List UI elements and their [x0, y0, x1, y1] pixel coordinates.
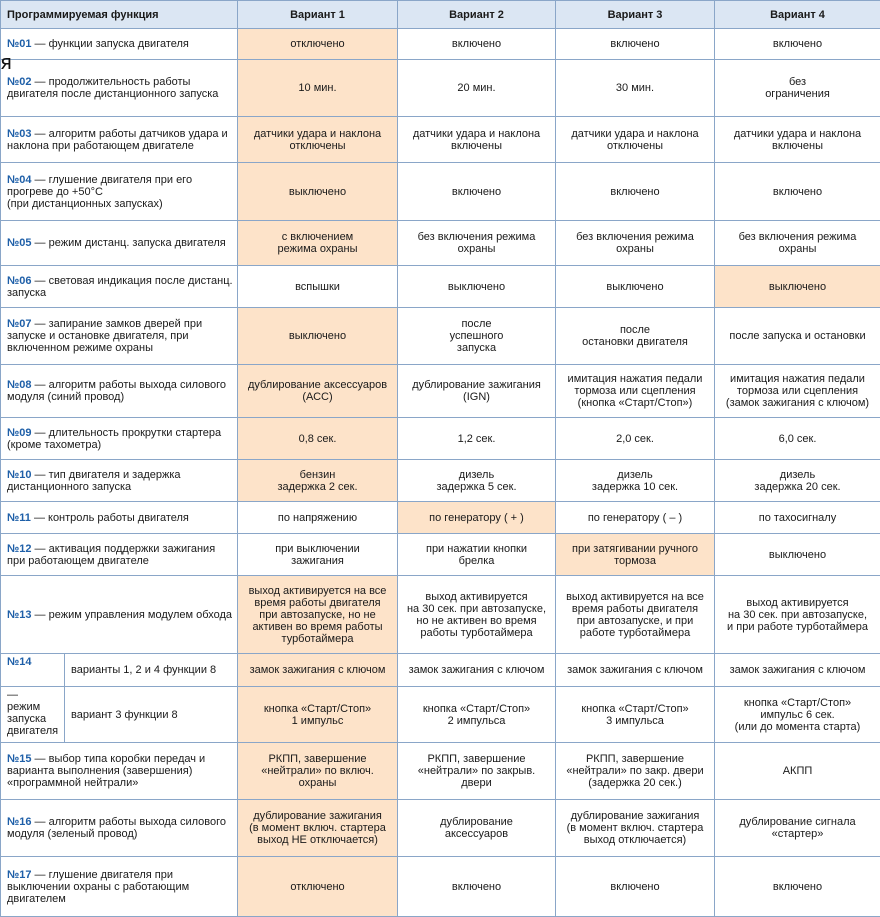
variant-2-value: при нажатии кнопки брелка	[398, 534, 556, 576]
table-row	[1, 29, 880, 60]
table-row	[1, 418, 880, 460]
function-text: — глушение двигателя при выключении охраны с работающим двигателем	[7, 868, 190, 905]
variant-3-value: замок зажигания с ключом	[556, 654, 715, 687]
function-description	[1, 857, 238, 917]
table-row	[1, 687, 880, 743]
variant-1-value: выключено	[238, 163, 398, 221]
variant-1-value: при выключении зажигания	[238, 534, 398, 576]
function-description	[1, 576, 238, 654]
variant-1-value: датчики удара и наклона отключены	[238, 117, 398, 163]
function-text: — алгоритм работы выхода силового модуля (зеленый провод)	[7, 816, 226, 840]
header-variant-2: Вариант 2	[398, 1, 556, 29]
function-description	[1, 460, 238, 502]
function-description	[1, 60, 238, 117]
variant-1-value: бензин задержка 2 сек.	[238, 460, 398, 502]
function-number: №09	[7, 426, 32, 439]
function-number: №17	[7, 868, 32, 881]
function-description	[1, 534, 238, 576]
header-variant-1: Вариант 1	[238, 1, 398, 29]
variant-4-value: включено	[715, 163, 880, 221]
variant-1-value: дублирование зажигания (в момент включ. стартера выход НЕ отключается)	[238, 800, 398, 857]
header-function: Программируемая функция	[1, 1, 238, 29]
function-number: №08	[7, 379, 32, 391]
function-number: №06	[7, 274, 32, 287]
subrow-label: вариант 3 функции 8	[71, 708, 178, 721]
variant-2-value: включено	[398, 29, 556, 60]
variant-1-value: дублирование аксессуаров (АСС)	[238, 365, 398, 418]
function-number: №13	[7, 608, 32, 621]
variant-4-value: включено	[715, 857, 880, 917]
variant-1-value: отключено	[238, 29, 398, 60]
function-description	[1, 117, 238, 163]
variant-1-value: 0,8 сек.	[238, 418, 398, 460]
variant-1-value: 10 мин.	[238, 60, 398, 117]
function-number: №10	[7, 468, 32, 481]
variant-4-value: без ограничения	[715, 60, 880, 117]
variant-4-value: выход активируется на 30 сек. при автозапуске, и при работе турботаймера	[715, 576, 880, 654]
function-text: — активация поддержки зажигания при работающем двигателе	[7, 542, 216, 567]
variant-3-value: 2,0 сек.	[556, 418, 715, 460]
function-description	[1, 365, 238, 418]
table-row	[1, 654, 880, 687]
variant-4-value: замок зажигания с ключом	[715, 654, 880, 687]
variant-2-value: выход активируется на 30 сек. при автозапуске, но не активен во время работы турботаймера	[398, 576, 556, 654]
variant-1-value: кнопка «Старт/Стоп» 1 импульс	[238, 687, 398, 743]
table-row	[1, 163, 880, 221]
variant-3-value: РКПП, завершение «нейтрали» по закр. двери (задержка 20 сек.)	[556, 743, 715, 800]
function-description-split	[1, 687, 238, 743]
variant-3-value: кнопка «Старт/Стоп» 3 импульса	[556, 687, 715, 743]
variant-3-value: дизель задержка 10 сек.	[556, 460, 715, 502]
table-row	[1, 60, 880, 117]
variant-3-value: после остановки двигателя	[556, 308, 715, 365]
variant-1-value: вспышки	[238, 266, 398, 308]
function-number: №05	[7, 237, 32, 249]
table-row	[1, 800, 880, 857]
variant-2-value: кнопка «Старт/Стоп» 2 импульса	[398, 687, 556, 743]
variant-4-value: дизель задержка 20 сек.	[715, 460, 880, 502]
variant-2-value: датчики удара и наклона включены	[398, 117, 556, 163]
variant-3-value: включено	[556, 857, 715, 917]
variant-3-value: имитация нажатия педали тормоза или сцепления (кнопка «Старт/Стоп»)	[556, 365, 715, 418]
function-description	[1, 221, 238, 266]
subrow-label: варианты 1, 2 и 4 функции 8	[71, 664, 217, 676]
function-text: — функции запуска двигателя	[31, 38, 189, 50]
variant-3-value: 30 мин.	[556, 60, 715, 117]
variant-2-value: включено	[398, 163, 556, 221]
function-description-split	[1, 654, 238, 687]
split-wrap	[1, 687, 237, 742]
header-variant-4: Вариант 4	[715, 1, 880, 29]
variant-1-value: с включением режима охраны	[238, 221, 398, 266]
function-number: №12	[7, 542, 32, 555]
variant-4-value: выключено	[715, 534, 880, 576]
function-text: — выбор типа коробки передач и варианта выполнения (завершения) «программной нейтрали»	[7, 753, 206, 789]
variant-2-value: дизель задержка 5 сек.	[398, 460, 556, 502]
function-text: — режим управления модулем обхода	[31, 608, 233, 621]
variant-1-value: выход активируется на все время работы двигателя при автозапуске, но не активен во время работы турботаймера	[238, 576, 398, 654]
function-text: — алгоритм работы датчиков удара и наклона при работающем двигателе	[7, 127, 228, 152]
variant-3-value: без включения режима охраны	[556, 221, 715, 266]
table-row	[1, 502, 880, 534]
function-14-label	[1, 654, 65, 686]
table-row	[1, 266, 880, 308]
variant-1-value: выключено	[238, 308, 398, 365]
table-row	[1, 221, 880, 266]
table-row	[1, 117, 880, 163]
function-text: — продолжительность работы двигателя после дистанционного запуска	[7, 76, 219, 100]
variant-4-value: датчики удара и наклона включены	[715, 117, 880, 163]
function-description	[1, 308, 238, 365]
function-text: — режим дистанц. запуска двигателя	[31, 237, 226, 249]
function-description	[1, 29, 238, 60]
table-row	[1, 365, 880, 418]
function-description	[1, 163, 238, 221]
function-text: — световая индикация после дистанц. запуска	[7, 274, 233, 299]
function-description	[1, 743, 238, 800]
function-text: — контроль работы двигателя	[30, 511, 189, 524]
function-description	[1, 266, 238, 308]
variant-3-value: включено	[556, 163, 715, 221]
function-text: — запирание замков дверей при запуске и остановке двигателя, при включенном режиме охраны	[7, 318, 203, 354]
function-text: — алгоритм работы выхода силового модуля (синий провод)	[7, 379, 226, 403]
function-number: №11	[7, 511, 31, 524]
variant-1-value: РКПП, завершение «нейтрали» по включ. охраны	[238, 743, 398, 800]
variant-1-value: отключено	[238, 857, 398, 917]
variant-4-value: АКПП	[715, 743, 880, 800]
variant-4-value: 6,0 сек.	[715, 418, 880, 460]
table-row	[1, 534, 880, 576]
variant-2-value: дублирование зажигания (IGN)	[398, 365, 556, 418]
variant-2-value: 20 мин.	[398, 60, 556, 117]
variant-2-value: 1,2 сек.	[398, 418, 556, 460]
function-number: №01	[7, 38, 32, 50]
variant-4-value: дублирование сигнала «стартер»	[715, 800, 880, 857]
function-text: — длительность прокрутки стартера (кроме тахометра)	[7, 426, 222, 451]
table-row	[1, 460, 880, 502]
variant-3-value: дублирование зажигания (в момент включ. стартера выход отключается)	[556, 800, 715, 857]
variant-4-value: кнопка «Старт/Стоп» импульс 6 сек. (или до момента старта)	[715, 687, 880, 743]
table-row	[1, 857, 880, 917]
variant-1-value: по напряжению	[238, 502, 398, 534]
function-text: — тип двигателя и задержка дистанционного запуска	[7, 468, 181, 493]
variant-3-value: датчики удара и наклона отключены	[556, 117, 715, 163]
variant-4-value: без включения режима охраны	[715, 221, 880, 266]
function-number: №16	[7, 816, 32, 828]
overlay-glyph: я	[0, 50, 13, 74]
variant-3-value: выход активируется на все время работы двигателя при автозапуске, и при работе турботаймера	[556, 576, 715, 654]
header-variant-3: Вариант 3	[556, 1, 715, 29]
variant-2-value: замок зажигания с ключом	[398, 654, 556, 687]
function-text: — режим запуска двигателя	[7, 689, 59, 737]
variant-3-value: при затягивании ручного тормоза	[556, 534, 715, 576]
variant-2-value: дублирование аксессуаров	[398, 800, 556, 857]
function-description	[1, 502, 238, 534]
function-14-label	[1, 687, 65, 742]
variant-3-value: по генератору ( – )	[556, 502, 715, 534]
variant-4-value: после запуска и остановки	[715, 308, 880, 365]
function-number: №02	[7, 76, 32, 88]
variant-3-value: выключено	[556, 266, 715, 308]
variant-2-value: по генератору ( + )	[398, 502, 556, 534]
variant-4-value: выключено	[715, 266, 880, 308]
variant-2-value: выключено	[398, 266, 556, 308]
function-description	[1, 418, 238, 460]
function-number: №07	[7, 318, 32, 330]
function-number: №03	[7, 127, 32, 140]
variant-4-value: имитация нажатия педали тормоза или сцепления (замок зажигания с ключом)	[715, 365, 880, 418]
variant-2-value: РКПП, завершение «нейтрали» по закрыв. двери	[398, 743, 556, 800]
function-number: №14	[7, 656, 32, 668]
function-description	[1, 800, 238, 857]
variant-2-value: после успешного запуска	[398, 308, 556, 365]
function-number: №04	[7, 173, 32, 186]
split-wrap	[1, 654, 237, 686]
variant-4-value: по тахосигналу	[715, 502, 880, 534]
header-row	[1, 1, 880, 29]
table-row	[1, 308, 880, 365]
variant-4-value: включено	[715, 29, 880, 60]
variant-2-value: без включения режима охраны	[398, 221, 556, 266]
function-text: — глушение двигателя при его прогреве до +50°С (при дистанционных запусках)	[7, 173, 193, 210]
function-number: №15	[7, 753, 32, 765]
variant-2-value: включено	[398, 857, 556, 917]
table-row	[1, 743, 880, 800]
table-row	[1, 576, 880, 654]
variant-1-value: замок зажигания с ключом	[238, 654, 398, 687]
variant-3-value: включено	[556, 29, 715, 60]
